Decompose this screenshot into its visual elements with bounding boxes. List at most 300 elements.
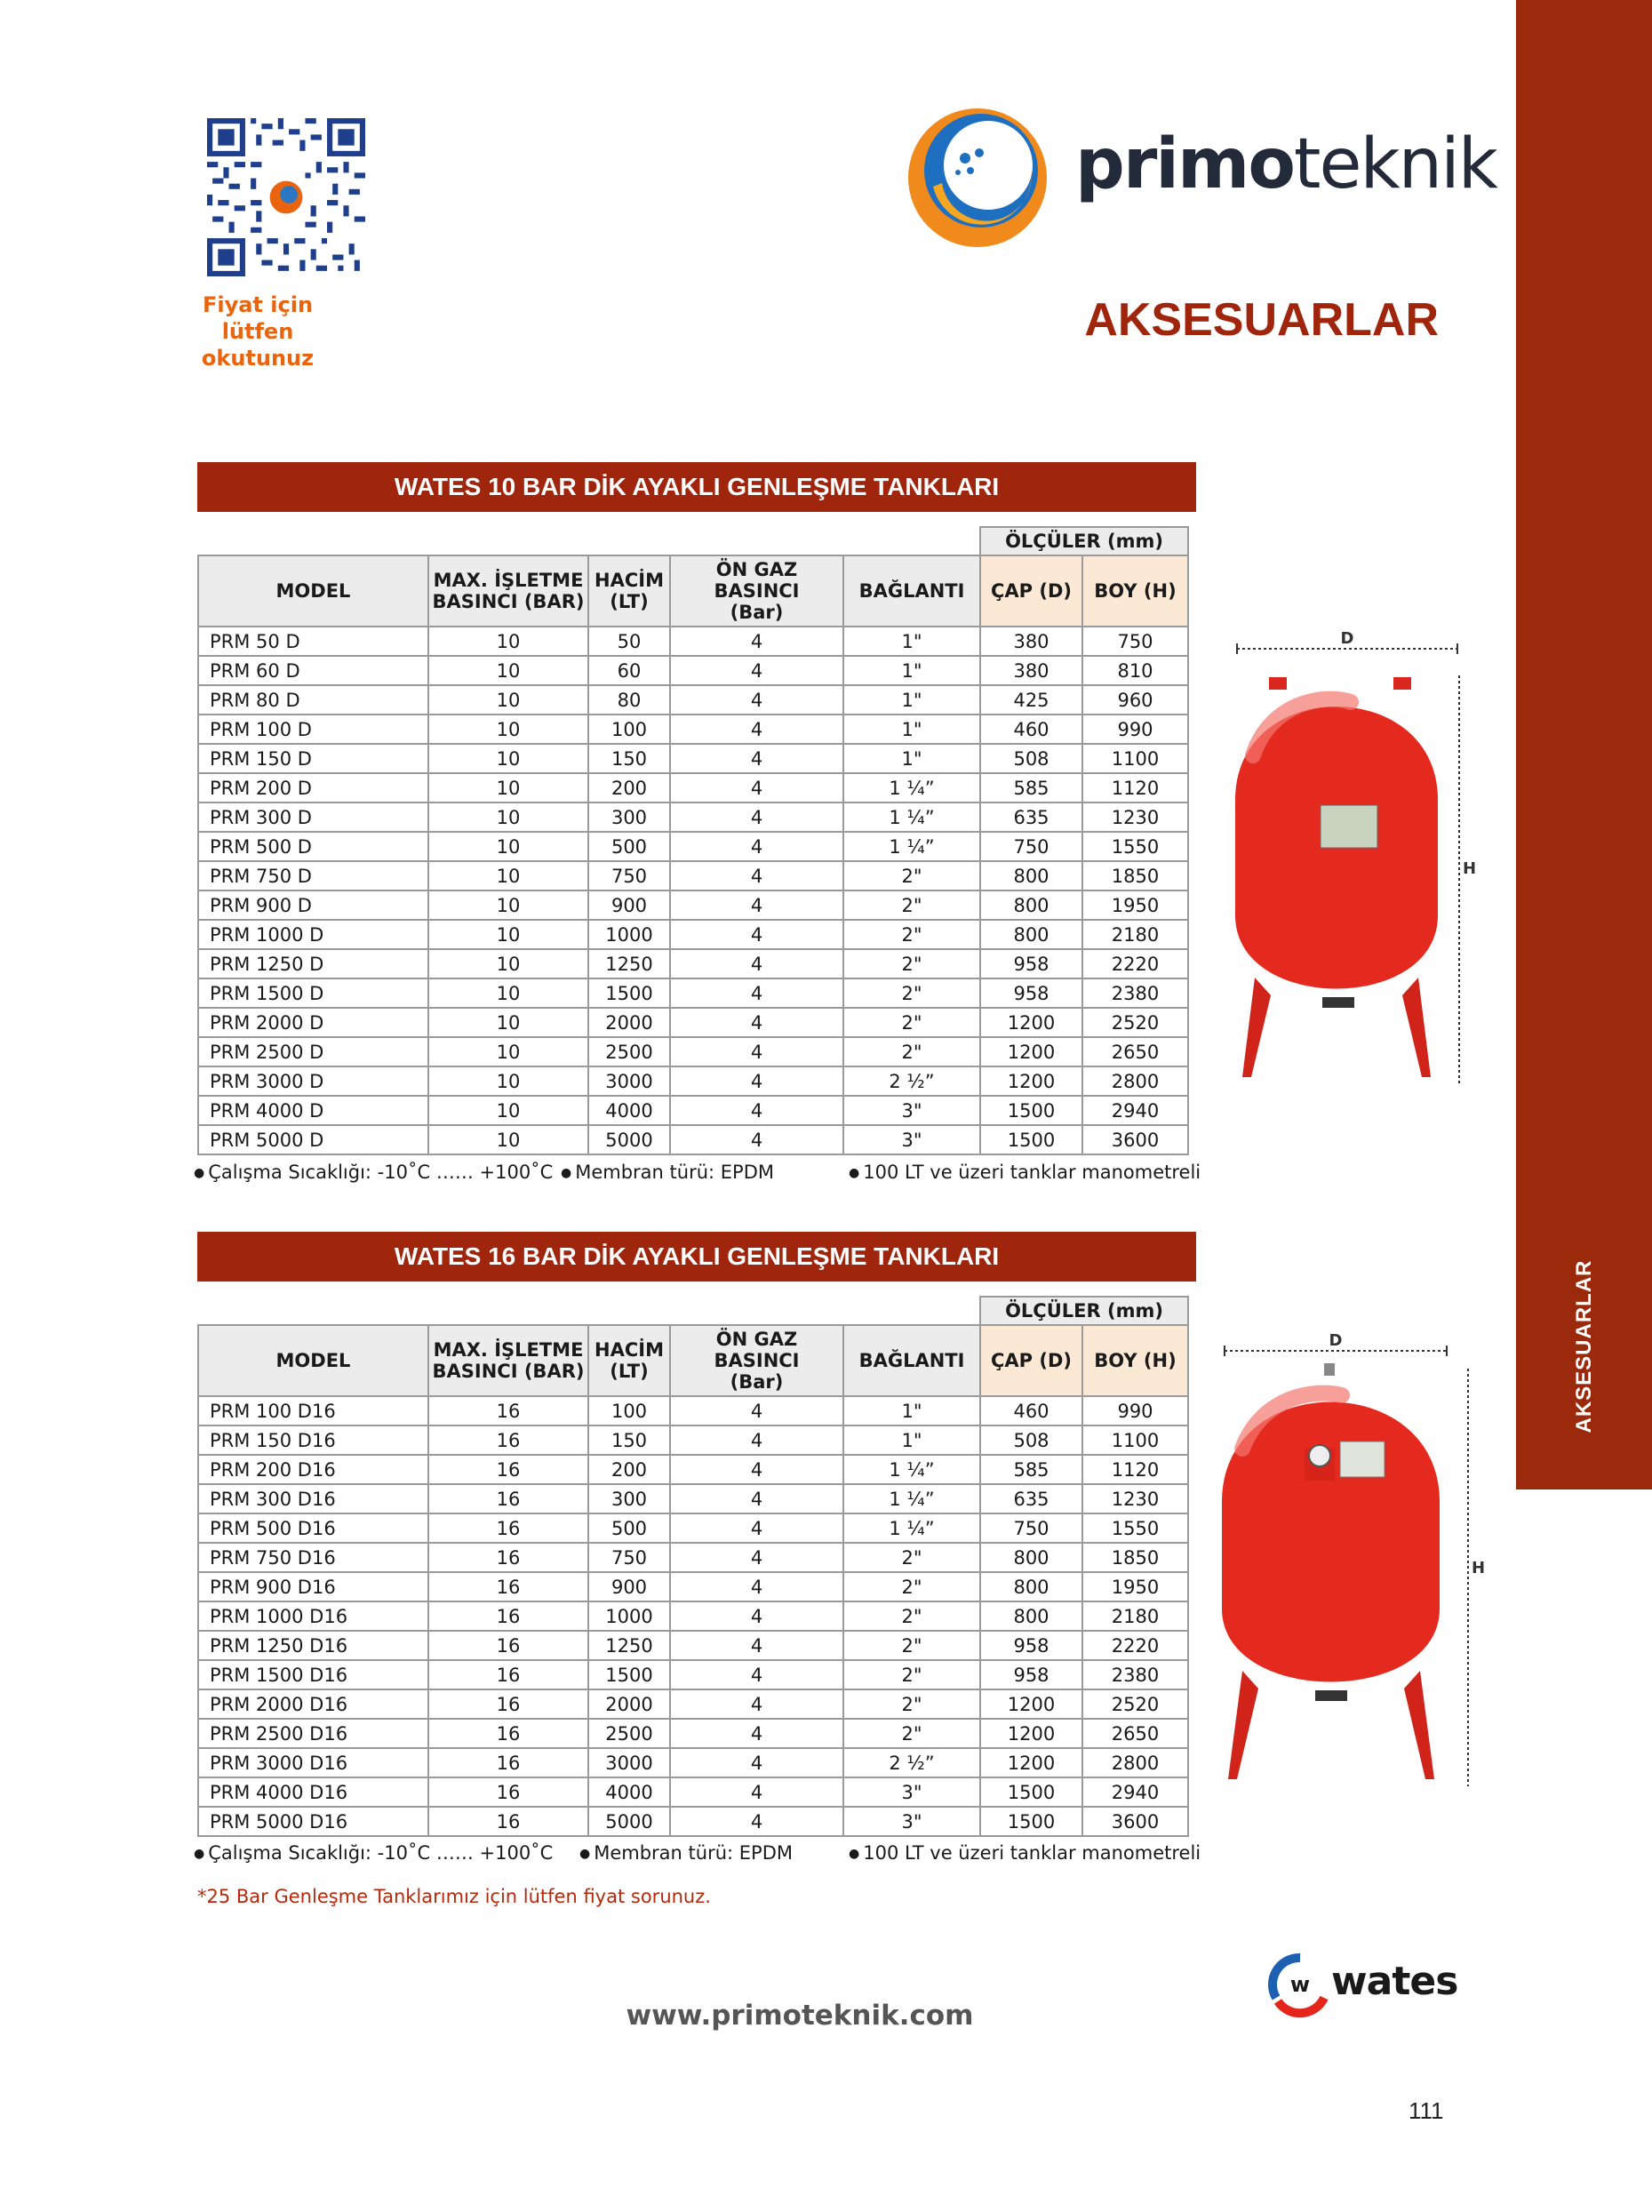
cell-volume: 2000 xyxy=(588,1689,670,1719)
cell-model: PRM 1000 D16 xyxy=(198,1601,428,1631)
cell-pre-gas: 4 xyxy=(670,1631,843,1660)
table-row xyxy=(198,1037,1188,1066)
cell-pre-gas: 4 xyxy=(670,715,843,744)
cell-volume: 500 xyxy=(588,832,670,861)
col-diameter: ÇAP (D) xyxy=(980,1325,1082,1396)
note-temperature: ● Çalışma Sıcaklığı: -10˚C …… +100˚C xyxy=(194,1162,553,1183)
cell-model: PRM 900 D xyxy=(198,890,428,920)
cell-connection: 3" xyxy=(843,1807,980,1836)
cell-height: 2180 xyxy=(1082,920,1188,949)
cell-diameter: 460 xyxy=(980,1396,1082,1425)
col-pre-gas: ÖN GAZ BASINCI (Bar) xyxy=(670,555,843,627)
cell-model: PRM 80 D xyxy=(198,685,428,715)
cell-max-pressure: 16 xyxy=(428,1689,588,1719)
cell-volume: 4000 xyxy=(588,1096,670,1125)
table16-title: WATES 16 BAR DİK AYAKLI GENLEŞME TANKLARI xyxy=(197,1232,1196,1282)
cell-max-pressure: 16 xyxy=(428,1513,588,1543)
cell-connection: 1 ¼” xyxy=(843,1513,980,1543)
tank2-d-label: D xyxy=(1329,1331,1343,1350)
cell-diameter: 635 xyxy=(980,1484,1082,1513)
cell-height: 2650 xyxy=(1082,1037,1188,1066)
cell-height: 2800 xyxy=(1082,1066,1188,1096)
cell-volume: 300 xyxy=(588,803,670,832)
table-row xyxy=(198,627,1188,656)
cell-pre-gas: 4 xyxy=(670,1572,843,1601)
cell-diameter: 1500 xyxy=(980,1096,1082,1125)
note-temperature: ● Çalışma Sıcaklığı: -10˚C …… +100˚C xyxy=(194,1842,553,1864)
cell-max-pressure: 16 xyxy=(428,1777,588,1807)
col-volume: HACİM (LT) xyxy=(588,555,670,627)
table-row xyxy=(198,1543,1188,1572)
cell-max-pressure: 16 xyxy=(428,1396,588,1425)
cell-connection: 1" xyxy=(843,656,980,685)
page-number: 111 xyxy=(1409,2097,1444,2124)
sidebar-label: AKSESUARLAR xyxy=(1572,1259,1596,1433)
cell-max-pressure: 10 xyxy=(428,949,588,978)
cell-max-pressure: 10 xyxy=(428,920,588,949)
note-membrane: ● Membran türü: EPDM xyxy=(579,1842,793,1864)
cell-pre-gas: 4 xyxy=(670,890,843,920)
wates-logo xyxy=(1269,1946,1464,2026)
table-row xyxy=(198,1572,1188,1601)
cell-diameter: 1500 xyxy=(980,1777,1082,1807)
table-row xyxy=(198,1601,1188,1631)
col-connection: BAĞLANTI xyxy=(843,1325,980,1396)
cell-model: PRM 750 D16 xyxy=(198,1543,428,1572)
cell-height: 3600 xyxy=(1082,1807,1188,1836)
cell-model: PRM 300 D16 xyxy=(198,1484,428,1513)
cell-diameter: 800 xyxy=(980,890,1082,920)
table-row xyxy=(198,1425,1188,1455)
cell-height: 2380 xyxy=(1082,978,1188,1008)
cell-diameter: 1200 xyxy=(980,1719,1082,1748)
cell-height: 2650 xyxy=(1082,1719,1188,1748)
cell-max-pressure: 10 xyxy=(428,1066,588,1096)
cell-pre-gas: 4 xyxy=(670,832,843,861)
cell-connection: 1" xyxy=(843,715,980,744)
cell-model: PRM 50 D xyxy=(198,627,428,656)
cell-model: PRM 1000 D xyxy=(198,920,428,949)
cell-connection: 2" xyxy=(843,890,980,920)
table16 xyxy=(197,1296,1189,1837)
cell-max-pressure: 16 xyxy=(428,1601,588,1631)
cell-connection: 2" xyxy=(843,920,980,949)
cell-diameter: 1200 xyxy=(980,1066,1082,1096)
table-row xyxy=(198,803,1188,832)
col-max-pressure: MAX. İŞLETME BASINCI (BAR) xyxy=(428,1325,588,1396)
cell-max-pressure: 16 xyxy=(428,1425,588,1455)
col-pre-gas: ÖN GAZ BASINCI (Bar) xyxy=(670,1325,843,1396)
cell-max-pressure: 10 xyxy=(428,1008,588,1037)
table-row xyxy=(198,715,1188,744)
cell-volume: 5000 xyxy=(588,1125,670,1154)
table-row xyxy=(198,1777,1188,1807)
cell-max-pressure: 16 xyxy=(428,1748,588,1777)
cell-volume: 1000 xyxy=(588,920,670,949)
cell-height: 750 xyxy=(1082,627,1188,656)
cell-connection: 2 ½” xyxy=(843,1748,980,1777)
cell-model: PRM 150 D16 xyxy=(198,1425,428,1455)
cell-volume: 1250 xyxy=(588,949,670,978)
table-row xyxy=(198,1631,1188,1660)
cell-pre-gas: 4 xyxy=(670,1719,843,1748)
cell-volume: 1000 xyxy=(588,1601,670,1631)
cell-volume: 1500 xyxy=(588,1660,670,1689)
cell-model: PRM 2500 D16 xyxy=(198,1719,428,1748)
note-manometer: ● 100 LT ve üzeri tanklar manometreli xyxy=(849,1842,1201,1864)
cell-diameter: 635 xyxy=(980,803,1082,832)
table-row xyxy=(198,832,1188,861)
cell-connection: 2" xyxy=(843,1037,980,1066)
tank-16bar-image xyxy=(1209,1324,1486,1817)
cell-diameter: 1200 xyxy=(980,1689,1082,1719)
qr-code[interactable] xyxy=(207,118,365,276)
primoteknik-logo-icon xyxy=(906,107,1049,249)
wates-logo-text: wates xyxy=(1331,1959,1458,2004)
cell-model: PRM 5000 D xyxy=(198,1125,428,1154)
cell-pre-gas: 4 xyxy=(670,1601,843,1631)
cell-pre-gas: 4 xyxy=(670,1096,843,1125)
cell-pre-gas: 4 xyxy=(670,920,843,949)
cell-pre-gas: 4 xyxy=(670,1689,843,1719)
cell-connection: 1 ¼” xyxy=(843,773,980,803)
table-row xyxy=(198,1455,1188,1484)
cell-height: 2800 xyxy=(1082,1748,1188,1777)
cell-height: 810 xyxy=(1082,656,1188,685)
table-row xyxy=(198,685,1188,715)
cell-volume: 900 xyxy=(588,890,670,920)
cell-max-pressure: 10 xyxy=(428,1096,588,1125)
table10-title: WATES 10 BAR DİK AYAKLI GENLEŞME TANKLARI xyxy=(197,462,1196,512)
cell-pre-gas: 4 xyxy=(670,1455,843,1484)
cell-height: 2940 xyxy=(1082,1777,1188,1807)
table-row xyxy=(198,773,1188,803)
table-row xyxy=(198,1008,1188,1037)
cell-pre-gas: 4 xyxy=(670,803,843,832)
cell-height: 1950 xyxy=(1082,890,1188,920)
table-row xyxy=(198,1719,1188,1748)
cell-model: PRM 300 D xyxy=(198,803,428,832)
cell-volume: 3000 xyxy=(588,1748,670,1777)
cell-height: 2220 xyxy=(1082,949,1188,978)
cell-max-pressure: 10 xyxy=(428,744,588,773)
cell-height: 1230 xyxy=(1082,1484,1188,1513)
brand-name xyxy=(1075,124,1496,204)
cell-connection: 2" xyxy=(843,1719,980,1748)
category-title: AKSESUARLAR xyxy=(1084,294,1439,346)
cell-height: 990 xyxy=(1082,1396,1188,1425)
dimensions-header: ÖLÇÜLER (mm) xyxy=(980,527,1188,555)
cell-max-pressure: 10 xyxy=(428,832,588,861)
cell-diameter: 1500 xyxy=(980,1807,1082,1836)
cell-diameter: 508 xyxy=(980,744,1082,773)
cell-model: PRM 2500 D xyxy=(198,1037,428,1066)
col-diameter: ÇAP (D) xyxy=(980,555,1082,627)
cell-pre-gas: 4 xyxy=(670,656,843,685)
cell-diameter: 800 xyxy=(980,920,1082,949)
tank2-h-label: H xyxy=(1472,1559,1486,1577)
cell-height: 2940 xyxy=(1082,1096,1188,1125)
cell-pre-gas: 4 xyxy=(670,1396,843,1425)
cell-height: 1550 xyxy=(1082,1513,1188,1543)
cell-height: 3600 xyxy=(1082,1125,1188,1154)
cell-connection: 2" xyxy=(843,949,980,978)
cell-connection: 1" xyxy=(843,685,980,715)
cell-pre-gas: 4 xyxy=(670,1125,843,1154)
cell-height: 1100 xyxy=(1082,1425,1188,1455)
cell-model: PRM 100 D xyxy=(198,715,428,744)
cell-connection: 3" xyxy=(843,1777,980,1807)
footnote: *25 Bar Genleşme Tanklarımız için lütfen fiyat sorunuz. xyxy=(197,1886,711,1907)
table-row xyxy=(198,1066,1188,1096)
cell-connection: 3" xyxy=(843,1096,980,1125)
cell-pre-gas: 4 xyxy=(670,861,843,890)
table-row xyxy=(198,1484,1188,1513)
cell-diameter: 800 xyxy=(980,1601,1082,1631)
cell-height: 1120 xyxy=(1082,1455,1188,1484)
cell-model: PRM 60 D xyxy=(198,656,428,685)
cell-model: PRM 900 D16 xyxy=(198,1572,428,1601)
cell-max-pressure: 10 xyxy=(428,715,588,744)
cell-connection: 1 ¼” xyxy=(843,803,980,832)
cell-connection: 2" xyxy=(843,978,980,1008)
cell-connection: 2" xyxy=(843,1543,980,1572)
cell-height: 2220 xyxy=(1082,1631,1188,1660)
cell-diameter: 585 xyxy=(980,1455,1082,1484)
cell-model: PRM 3000 D16 xyxy=(198,1748,428,1777)
cell-volume: 60 xyxy=(588,656,670,685)
cell-model: PRM 1500 D16 xyxy=(198,1660,428,1689)
table-row xyxy=(198,744,1188,773)
cell-volume: 100 xyxy=(588,715,670,744)
cell-pre-gas: 4 xyxy=(670,1066,843,1096)
cell-volume: 2000 xyxy=(588,1008,670,1037)
cell-pre-gas: 4 xyxy=(670,627,843,656)
table-row xyxy=(198,1660,1188,1689)
cell-diameter: 800 xyxy=(980,1572,1082,1601)
note-membrane: ● Membran türü: EPDM xyxy=(561,1162,774,1183)
table-row xyxy=(198,1396,1188,1425)
cell-diameter: 958 xyxy=(980,978,1082,1008)
cell-pre-gas: 4 xyxy=(670,1484,843,1513)
table-row xyxy=(198,656,1188,685)
table-row xyxy=(198,1807,1188,1836)
table-row xyxy=(198,1096,1188,1125)
cell-height: 1120 xyxy=(1082,773,1188,803)
cell-model: PRM 750 D xyxy=(198,861,428,890)
cell-volume: 200 xyxy=(588,773,670,803)
cell-height: 1950 xyxy=(1082,1572,1188,1601)
col-height: BOY (H) xyxy=(1082,555,1188,627)
cell-height: 1850 xyxy=(1082,861,1188,890)
cell-model: PRM 500 D xyxy=(198,832,428,861)
cell-pre-gas: 4 xyxy=(670,685,843,715)
website-link[interactable]: www.primoteknik.com xyxy=(626,2000,974,2032)
cell-diameter: 460 xyxy=(980,715,1082,744)
cell-diameter: 750 xyxy=(980,832,1082,861)
cell-volume: 900 xyxy=(588,1572,670,1601)
dimensions-header: ÖLÇÜLER (mm) xyxy=(980,1297,1188,1325)
table-row xyxy=(198,861,1188,890)
cell-model: PRM 4000 D16 xyxy=(198,1777,428,1807)
cell-max-pressure: 10 xyxy=(428,1037,588,1066)
table-row xyxy=(198,890,1188,920)
cell-pre-gas: 4 xyxy=(670,744,843,773)
cell-diameter: 1500 xyxy=(980,1125,1082,1154)
table-row xyxy=(198,978,1188,1008)
cell-pre-gas: 4 xyxy=(670,1513,843,1543)
table-row xyxy=(198,1125,1188,1154)
cell-max-pressure: 16 xyxy=(428,1484,588,1513)
cell-volume: 2500 xyxy=(588,1037,670,1066)
cell-max-pressure: 16 xyxy=(428,1631,588,1660)
table-row xyxy=(198,1689,1188,1719)
cell-diameter: 800 xyxy=(980,1543,1082,1572)
cell-max-pressure: 16 xyxy=(428,1807,588,1836)
cell-model: PRM 2000 D xyxy=(198,1008,428,1037)
cell-connection: 2" xyxy=(843,1601,980,1631)
cell-connection: 1" xyxy=(843,744,980,773)
cell-diameter: 508 xyxy=(980,1425,1082,1455)
col-model: MODEL xyxy=(198,555,428,627)
cell-pre-gas: 4 xyxy=(670,1748,843,1777)
cell-volume: 2500 xyxy=(588,1719,670,1748)
cell-diameter: 958 xyxy=(980,1660,1082,1689)
cell-height: 2520 xyxy=(1082,1008,1188,1037)
cell-volume: 150 xyxy=(588,1425,670,1455)
cell-max-pressure: 16 xyxy=(428,1660,588,1689)
cell-model: PRM 1500 D xyxy=(198,978,428,1008)
cell-connection: 2" xyxy=(843,1631,980,1660)
cell-connection: 1" xyxy=(843,627,980,656)
cell-volume: 1250 xyxy=(588,1631,670,1660)
cell-volume: 50 xyxy=(588,627,670,656)
cell-pre-gas: 4 xyxy=(670,1807,843,1836)
cell-model: PRM 150 D xyxy=(198,744,428,773)
cell-max-pressure: 10 xyxy=(428,861,588,890)
cell-diameter: 585 xyxy=(980,773,1082,803)
note-manometer: ● 100 LT ve üzeri tanklar manometreli xyxy=(849,1162,1201,1183)
cell-connection: 2" xyxy=(843,861,980,890)
cell-connection: 2 ½” xyxy=(843,1066,980,1096)
cell-volume: 150 xyxy=(588,744,670,773)
cell-pre-gas: 4 xyxy=(670,1008,843,1037)
cell-diameter: 380 xyxy=(980,656,1082,685)
cell-connection: 2" xyxy=(843,1572,980,1601)
cell-pre-gas: 4 xyxy=(670,1037,843,1066)
cell-model: PRM 2000 D16 xyxy=(198,1689,428,1719)
qr-caption xyxy=(178,291,338,371)
cell-volume: 5000 xyxy=(588,1807,670,1836)
cell-volume: 200 xyxy=(588,1455,670,1484)
cell-max-pressure: 10 xyxy=(428,685,588,715)
cell-max-pressure: 10 xyxy=(428,627,588,656)
cell-connection: 2" xyxy=(843,1689,980,1719)
cell-volume: 300 xyxy=(588,1484,670,1513)
cell-height: 2380 xyxy=(1082,1660,1188,1689)
tank1-d-label: D xyxy=(1340,629,1354,648)
cell-height: 990 xyxy=(1082,715,1188,744)
cell-volume: 3000 xyxy=(588,1066,670,1096)
cell-model: PRM 5000 D16 xyxy=(198,1807,428,1836)
cell-model: PRM 100 D16 xyxy=(198,1396,428,1425)
col-connection: BAĞLANTI xyxy=(843,555,980,627)
cell-model: PRM 1250 D16 xyxy=(198,1631,428,1660)
cell-model: PRM 200 D16 xyxy=(198,1455,428,1484)
cell-height: 1100 xyxy=(1082,744,1188,773)
brand-light: teknik xyxy=(1293,124,1496,204)
cell-volume: 4000 xyxy=(588,1777,670,1807)
cell-connection: 1" xyxy=(843,1425,980,1455)
cell-volume: 750 xyxy=(588,1543,670,1572)
cell-pre-gas: 4 xyxy=(670,773,843,803)
cell-max-pressure: 10 xyxy=(428,773,588,803)
col-max-pressure: MAX. İŞLETME BASINCI (BAR) xyxy=(428,555,588,627)
cell-connection: 1 ¼” xyxy=(843,1455,980,1484)
cell-connection: 1 ¼” xyxy=(843,832,980,861)
cell-pre-gas: 4 xyxy=(670,1777,843,1807)
cell-diameter: 750 xyxy=(980,1513,1082,1543)
cell-volume: 500 xyxy=(588,1513,670,1543)
cell-height: 1850 xyxy=(1082,1543,1188,1572)
cell-max-pressure: 16 xyxy=(428,1543,588,1572)
cell-pre-gas: 4 xyxy=(670,1543,843,1572)
cell-diameter: 800 xyxy=(980,861,1082,890)
cell-diameter: 1200 xyxy=(980,1008,1082,1037)
brand-bold: primo xyxy=(1075,124,1294,204)
cell-volume: 1500 xyxy=(588,978,670,1008)
wates-logo-icon xyxy=(1269,1953,1331,2016)
col-volume: HACİM (LT) xyxy=(588,1325,670,1396)
cell-max-pressure: 10 xyxy=(428,803,588,832)
cell-model: PRM 200 D xyxy=(198,773,428,803)
cell-connection: 3" xyxy=(843,1125,980,1154)
cell-max-pressure: 10 xyxy=(428,656,588,685)
cell-volume: 80 xyxy=(588,685,670,715)
cell-max-pressure: 10 xyxy=(428,890,588,920)
cell-diameter: 958 xyxy=(980,949,1082,978)
cell-volume: 100 xyxy=(588,1396,670,1425)
cell-model: PRM 1250 D xyxy=(198,949,428,978)
cell-max-pressure: 10 xyxy=(428,1125,588,1154)
col-model: MODEL xyxy=(198,1325,428,1396)
table10 xyxy=(197,526,1189,1155)
cell-pre-gas: 4 xyxy=(670,949,843,978)
cell-height: 1230 xyxy=(1082,803,1188,832)
cell-height: 960 xyxy=(1082,685,1188,715)
table-row xyxy=(198,949,1188,978)
col-height: BOY (H) xyxy=(1082,1325,1188,1396)
cell-volume: 750 xyxy=(588,861,670,890)
cell-diameter: 1200 xyxy=(980,1037,1082,1066)
cell-model: PRM 4000 D xyxy=(198,1096,428,1125)
table-row xyxy=(198,1748,1188,1777)
cell-model: PRM 3000 D xyxy=(198,1066,428,1096)
cell-pre-gas: 4 xyxy=(670,978,843,1008)
cell-model: PRM 500 D16 xyxy=(198,1513,428,1543)
cell-height: 1550 xyxy=(1082,832,1188,861)
cell-pre-gas: 4 xyxy=(670,1425,843,1455)
qr-caption-line1: Fiyat için xyxy=(202,292,314,317)
cell-connection: 1 ¼” xyxy=(843,1484,980,1513)
cell-diameter: 425 xyxy=(980,685,1082,715)
wates-logo-mark: w xyxy=(1289,1972,1311,1997)
cell-connection: 2" xyxy=(843,1660,980,1689)
cell-diameter: 1200 xyxy=(980,1748,1082,1777)
table-row xyxy=(198,1513,1188,1543)
cell-diameter: 958 xyxy=(980,1631,1082,1660)
cell-diameter: 380 xyxy=(980,627,1082,656)
